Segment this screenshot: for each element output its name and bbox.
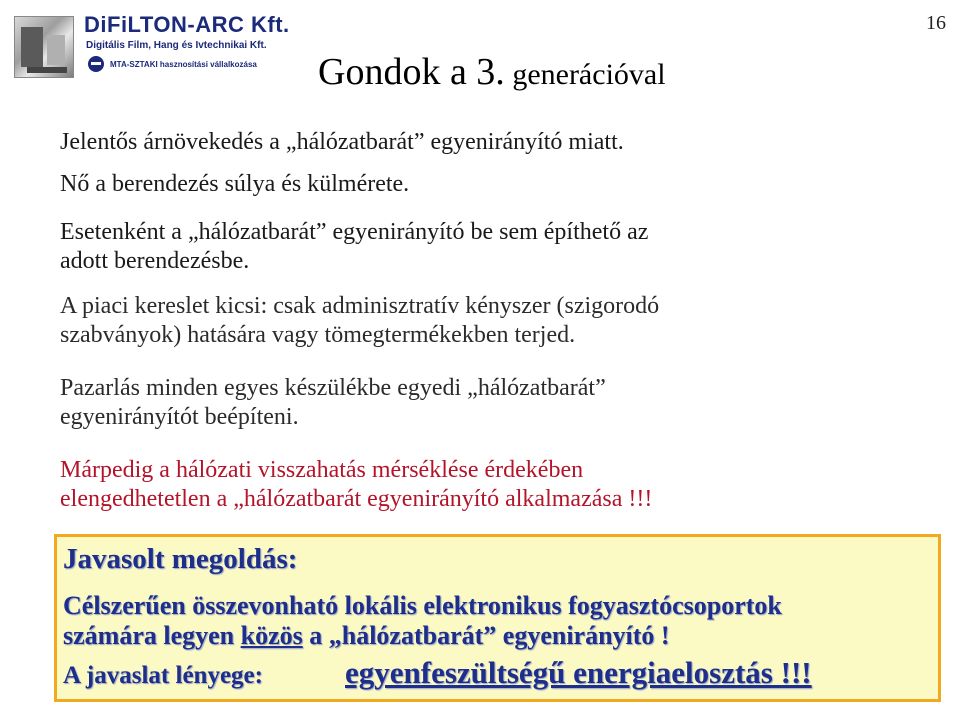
logo-company-name: DiFiLTON-ARC Kft. xyxy=(84,12,290,37)
solution-line-1: Célszerűen összevonható lokális elektronikus fogyasztócsoportok xyxy=(63,591,782,620)
proposed-solution-box xyxy=(54,534,941,702)
company-logo xyxy=(14,10,344,84)
solution-essence-emphasis: egyenfeszültségű energiaelosztás !!! xyxy=(345,655,812,690)
solution-line-2 xyxy=(63,621,670,651)
solution-common-word: közös xyxy=(240,621,303,650)
paragraph-line: A piaci kereslet kicsi: csak adminisztratív kényszer (szigorodó xyxy=(60,293,660,319)
paragraph-line: Nő a berendezés súlya és külmérete. xyxy=(60,171,410,197)
logo-subtitle: Digitális Film, Hang és Ivtechnikai Kft. xyxy=(86,40,267,51)
paragraph-line: egyenirányítót beépíteni. xyxy=(60,404,299,430)
paragraph-line: Pazarlás minden egyes készülékbe egyedi „hálózatbarát” xyxy=(60,375,606,401)
paragraph-market-demand xyxy=(60,292,659,350)
paragraph-weight-size xyxy=(60,170,409,199)
slide-title xyxy=(318,50,666,94)
solution-heading: Javasolt megoldás: xyxy=(63,543,298,575)
solution-line-2-c: a „hálózatbarát” egyenirányító ! xyxy=(302,621,670,650)
paragraph-line: Esetenként a „hálózatbarát” egyenirányító be sem építhető az xyxy=(60,219,649,245)
mta-sztaki-badge-icon xyxy=(88,56,104,72)
paragraph-line: Márpedig a hálózati visszahatás mérséklése érdekében xyxy=(60,457,584,483)
solution-essence-label: A javaslat lényege: xyxy=(63,662,263,689)
paragraph-line: adott berendezésbe. xyxy=(60,248,250,274)
slide-number: 16 xyxy=(926,12,946,34)
paragraph-not-installable xyxy=(60,218,648,276)
paragraph-line: Jelentős árnövekedés a „hálózatbarát” egyenirányító miatt. xyxy=(60,129,624,155)
paragraph-line: elengedhetetlen a „hálózatbarát egyenirányító alkalmazása !!! xyxy=(60,486,653,512)
logo-tagline: MTA-SZTAKI hasznosítási vállalkozása xyxy=(110,60,257,69)
paragraph-price-increase xyxy=(60,128,624,157)
slide-title-rest: generációval xyxy=(504,58,666,91)
paragraph-line: szabványok) hatására vagy tömegtermékekben terjed. xyxy=(60,322,576,348)
slide-title-main: Gondok a 3. xyxy=(318,51,505,93)
paragraph-waste xyxy=(60,374,606,432)
solution-line-2-a: számára legyen xyxy=(63,621,241,650)
photo-equipment-icon xyxy=(14,16,74,78)
paragraph-mandatory-use xyxy=(60,456,652,514)
